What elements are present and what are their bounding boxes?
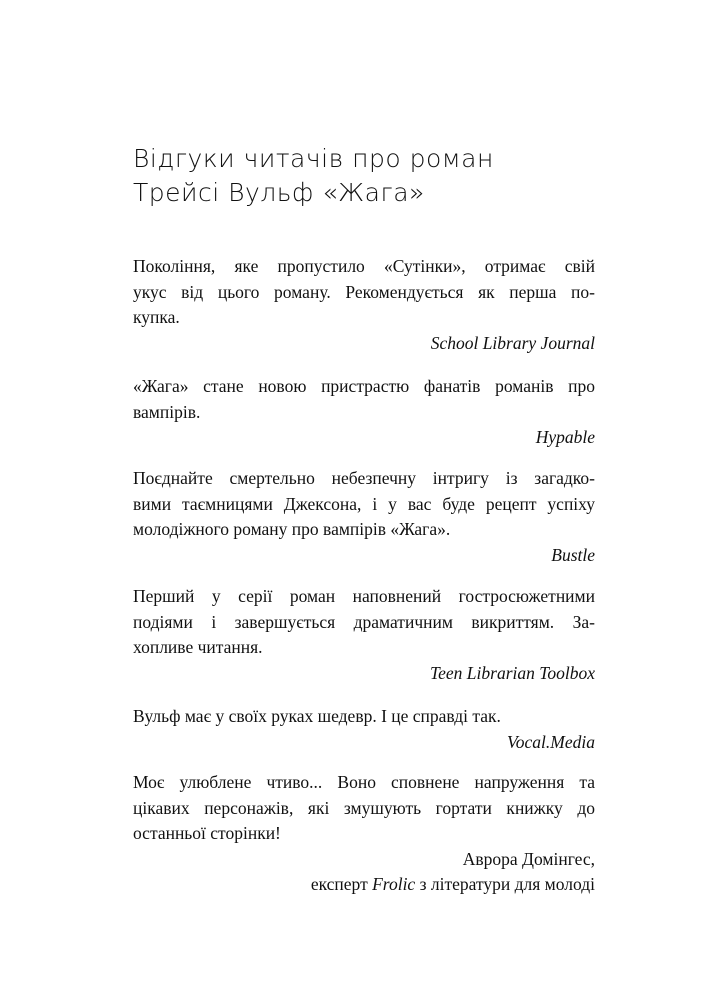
review-quote bbox=[133, 770, 595, 847]
review-quote bbox=[133, 254, 595, 331]
review-quote bbox=[133, 374, 595, 425]
review-source: School Library Journal bbox=[430, 332, 595, 353]
quote-line: хопливе читання. bbox=[133, 637, 263, 657]
review-6 bbox=[133, 770, 595, 898]
quote-line: вампірів. bbox=[133, 401, 201, 422]
review-source: Vocal.Media bbox=[507, 731, 595, 752]
quote-line: Поєднайте смертельно небезпечну інтригу із загадко- bbox=[133, 468, 595, 488]
review-1 bbox=[133, 254, 595, 356]
quote-line: цікавих персонажів, які змушують гортати книжку до bbox=[133, 797, 595, 818]
source-role-post: з літератури для молоді bbox=[415, 874, 595, 894]
quote-line: останньої сторінки! bbox=[133, 823, 281, 843]
quote-line: «Жага» стане новою пристрастю фанатів романів про bbox=[133, 376, 595, 396]
review-source-role bbox=[133, 872, 595, 898]
review-2 bbox=[133, 374, 595, 451]
review-4 bbox=[133, 584, 595, 686]
review-source: Hypable bbox=[535, 427, 595, 447]
quote-line: Вульф має у своїх руках шедевр. І це справді так. bbox=[133, 706, 501, 726]
review-source: Teen Librarian Toolbox bbox=[430, 662, 595, 683]
page-title bbox=[133, 142, 603, 210]
review-source-name: Аврора Домінгес, bbox=[462, 848, 595, 869]
quote-line: Перший у серії роман наповнений гостросюжетними bbox=[133, 586, 595, 606]
source-role-publication: Frolic bbox=[372, 874, 416, 894]
review-source: Bustle bbox=[551, 544, 595, 565]
quote-line: укус від цього роману. Рекомендується як перша по- bbox=[133, 281, 595, 302]
review-quote bbox=[133, 466, 595, 543]
title-line-1: Відгуки читачів про роман bbox=[133, 144, 494, 173]
review-5 bbox=[133, 704, 595, 755]
review-quote bbox=[133, 704, 595, 730]
quote-line: купка. bbox=[133, 307, 180, 327]
quote-line: Покоління, яке пропустило «Сутінки», отримає свій bbox=[133, 256, 595, 276]
quote-line: подіями і завершується драматичним викриттям. За- bbox=[133, 611, 595, 632]
title-line-2: Трейсі Вульф «Жага» bbox=[133, 178, 425, 207]
review-3 bbox=[133, 466, 595, 568]
review-quote bbox=[133, 584, 595, 661]
source-role-pre: експерт bbox=[310, 874, 373, 894]
quote-line: Моє улюблене чтиво... Воно сповнене напруження та bbox=[133, 772, 595, 792]
quote-line: молодіжного роману про вампірів «Жага». bbox=[133, 519, 451, 539]
quote-line: вими таємницями Джексона, і у вас буде рецепт успіху bbox=[133, 493, 595, 514]
